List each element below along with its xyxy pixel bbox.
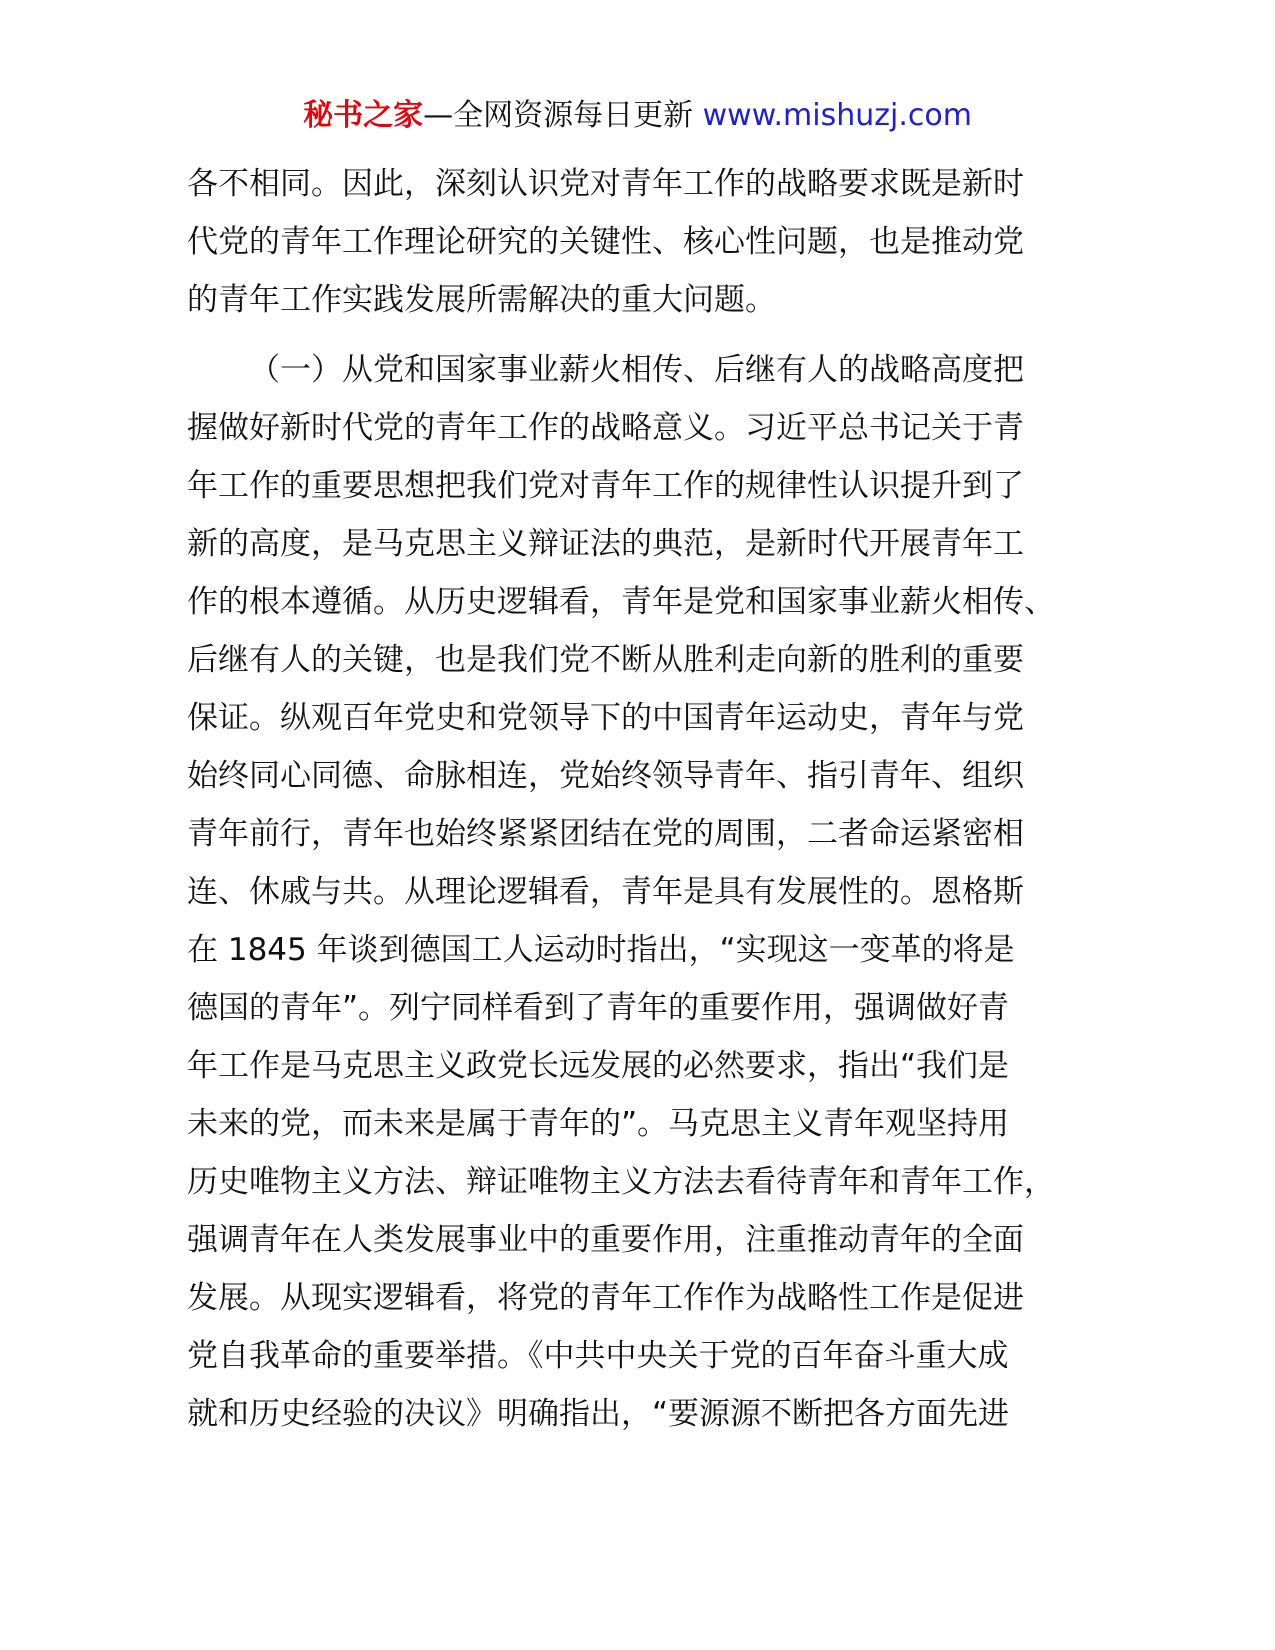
text-line: 就和历史经验的决议》明确指出，“要源源不断把各方面先进	[187, 1396, 1010, 1432]
text-line: 握做好新时代党的青年工作的战略意义。习近平总书记关于青	[187, 410, 1024, 446]
text-line: 年工作的重要思想把我们党对青年工作的规律性认识提升到了	[187, 468, 1024, 504]
header-tagline: —全网资源每日更新	[423, 98, 694, 133]
text-line: 连、休戚与共。从理论逻辑看，青年是具有发展性的。恩格斯	[187, 874, 1024, 910]
text-line: 保证。纵观百年党史和党领导下的中国青年运动史，青年与党	[187, 700, 1024, 736]
text-line: 各不相同。因此，深刻认识党对青年工作的战略要求既是新时	[187, 166, 1024, 202]
text-line: 发展。从现实逻辑看，将党的青年工作作为战略性工作是促进	[187, 1280, 1024, 1316]
text-line: 后继有人的关键，也是我们党不断从胜利走向新的胜利的重要	[187, 642, 1024, 678]
text-line: 代党的青年工作理论研究的关键性、核心性问题，也是推动党	[187, 224, 1024, 260]
text-line: 历史唯物主义方法、辩证唯物主义方法去看待青年和青年工作，	[187, 1164, 1055, 1200]
text-line: 青年前行，青年也始终紧紧团结在党的周围，二者命运紧密相	[187, 816, 1024, 852]
text-line: 的青年工作实践发展所需解决的重大问题。	[187, 282, 776, 318]
text-line: 党自我革命的重要举措。《中共中央关于党的百年奋斗重大成	[187, 1338, 1009, 1374]
document-body	[187, 155, 1107, 1443]
text-line: 未来的党，而未来是属于青年的”。马克思主义青年观坚持用	[187, 1106, 1010, 1142]
text-line: （一）从党和国家事业薪火相传、后继有人的战略高度把	[249, 352, 1024, 388]
text-line: 德国的青年”。列宁同样看到了青年的重要作用，强调做好青	[187, 990, 1010, 1026]
header-url[interactable]: www.mishuzj.com	[702, 98, 972, 133]
page-header	[0, 96, 1275, 136]
text-line: 在 1845 年谈到德国工人运动时指出，“实现这一变革的将是	[187, 932, 1015, 968]
header-brand: 秘书之家	[303, 98, 424, 133]
paragraph-1	[187, 155, 1107, 329]
text-line: 强调青年在人类发展事业中的重要作用，注重推动青年的全面	[187, 1222, 1024, 1258]
text-line: 年工作是马克思主义政党长远发展的必然要求，指出“我们是	[187, 1048, 1010, 1084]
text-line: 作的根本遵循。从历史逻辑看，青年是党和国家事业薪火相传、	[187, 584, 1055, 620]
paragraph-2	[187, 341, 1107, 1443]
text-line: 始终同心同德、命脉相连，党始终领导青年、指引青年、组织	[187, 758, 1024, 794]
text-line: 新的高度，是马克思主义辩证法的典范，是新时代开展青年工	[187, 526, 1024, 562]
